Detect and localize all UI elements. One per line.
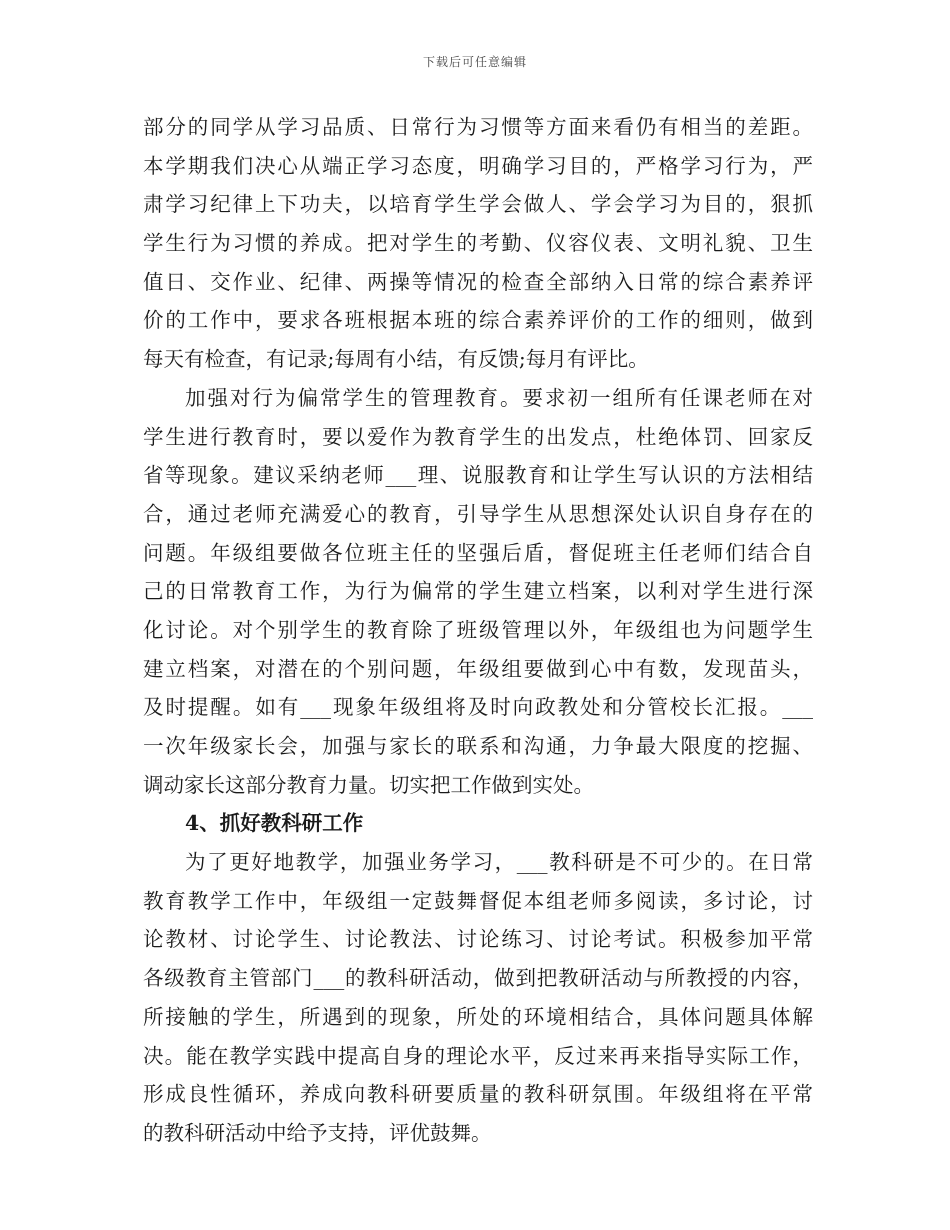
text-line: 所接触的学生，所遇到的现象，所处的环境相结合，具体问题具体解	[143, 1004, 813, 1029]
paragraph	[143, 843, 813, 1153]
page-header: 下载后可任意编辑	[422, 55, 527, 69]
text-line: 形成良性循环，养成向教科研要质量的教科研氛围。年级组将在平常	[143, 1082, 813, 1107]
text-line: 己的日常教育工作，为行为偏常的学生建立档案，以利对学生进行深	[143, 579, 813, 604]
text-line: 及时提醒。如有___现象年级组将及时向政教处和分管校长汇报。___	[143, 695, 813, 720]
text-line: 价的工作中，要求各班根据本班的综合素养评价的工作的细则，做到	[143, 308, 813, 333]
text-line: 建立档案，对潜在的个别问题，年级组要做到心中有数，发现苗头，	[143, 656, 813, 681]
section-heading: 4、抓好教科研工作	[185, 811, 364, 836]
text-line: 学生行为习惯的养成。把对学生的考勤、仪容仪表、文明礼貌、卫生	[143, 231, 813, 256]
text-line: 部分的同学从学习品质、日常行为习惯等方面来看仍有相当的差距。	[143, 115, 813, 139]
text-line: 问题。年级组要做各位班主任的坚强后盾，督促班主任老师们结合自	[143, 540, 813, 565]
text-line: 的教科研活动中给予支持，评优鼓舞。	[143, 1120, 492, 1145]
text-line: 调动家长这部分教育力量。切实把工作做到实处。	[143, 772, 594, 797]
text-line: 决。能在教学实践中提高自身的理论水平，反过来再来指导实际工作，	[143, 1043, 813, 1068]
text-line: 加强对行为偏常学生的管理教育。要求初一组所有任课老师在对	[185, 385, 813, 410]
paragraph	[143, 108, 813, 379]
text-line: 教育教学工作中，年级组一定鼓舞督促本组老师多阅读，多讨论，讨	[143, 888, 813, 913]
paragraph	[143, 379, 813, 805]
text-line: 省等现象。建议采纳老师___理、说服教育和让学生写认识的方法相结	[143, 463, 813, 488]
document-body	[143, 108, 813, 1153]
text-line: 合，通过老师充满爱心的教育，引导学生从思想深处认识自身存在的	[143, 501, 813, 526]
text-line: 值日、交作业、纪律、两操等情况的检查全部纳入日常的综合素养评	[143, 269, 813, 294]
text-line: 为了更好地教学，加强业务学习，___教科研是不可少的。在日常	[185, 850, 813, 875]
text-line: 化讨论。对个别学生的教育除了班级管理以外，年级组也为问题学生	[143, 617, 813, 642]
text-line: 每天有检查，有记录;每周有小结，有反馈;每月有评比。	[143, 347, 649, 372]
text-line: 各级教育主管部门___的教科研活动，做到把教研活动与所教授的内容，	[143, 966, 813, 991]
text-line: 学生进行教育时，要以爱作为教育学生的出发点，杜绝体罚、回家反	[143, 424, 813, 449]
text-line: 论教材、讨论学生、讨论教法、讨论练习、讨论考试。积极参加平常	[143, 927, 813, 952]
text-line: 本学期我们决心从端正学习态度，明确学习目的，严格学习行为，严	[143, 153, 813, 178]
text-line: 一次年级家长会，加强与家长的联系和沟通，力争最大限度的挖掘、	[143, 734, 813, 758]
text-line: 肃学习纪律上下功夫，以培育学生学会做人、学会学习为目的，狠抓	[143, 192, 813, 217]
